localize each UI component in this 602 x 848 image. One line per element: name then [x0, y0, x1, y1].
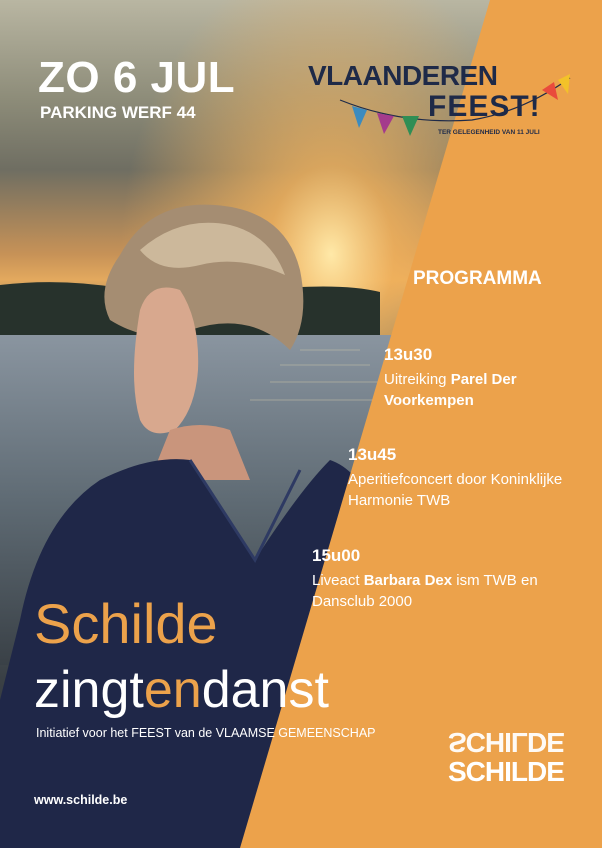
logo-line1: VLAANDEREN	[308, 60, 498, 91]
headline-zingtendanst	[34, 661, 329, 719]
initiatief-text: Initiatief voor het FEEST van de VLAAMSE GEMEENSCHAP	[36, 726, 376, 740]
headline-danst: danst	[201, 661, 329, 719]
programma-title: PROGRAMMA	[413, 268, 542, 289]
headline-zingt: zingt	[34, 661, 144, 719]
programma-time: 13u45	[348, 445, 397, 464]
programma-text: Uitreiking	[384, 371, 451, 388]
programma-item	[312, 545, 562, 612]
logo-line2: FEEST!	[428, 90, 541, 123]
event-venue: PARKING WERF 44	[40, 103, 196, 122]
programma-item	[384, 344, 574, 411]
programma-highlight: Barbara Dex	[363, 572, 453, 589]
programma-text: Aperitiefconcert door Koninklijke Harmonie TWB	[348, 471, 563, 509]
programma-highlight: Parel Der Voorkempen	[384, 371, 517, 409]
vlaanderen-feest-logo	[308, 56, 578, 146]
event-date: ZO 6 JUL	[38, 53, 236, 102]
schilde-logo	[444, 726, 564, 796]
website-link[interactable]: www.schilde.be	[34, 793, 128, 807]
programma-rest: ism TWB en Dansclub 2000	[312, 572, 538, 610]
headline-schilde: Schilde	[34, 592, 218, 655]
logo-tagline: TER GELEGENHEID VAN 11 JULI	[438, 129, 540, 136]
schilde-logo-mirrored: SCHILDE	[448, 727, 564, 758]
programma-text: Liveact	[312, 572, 364, 589]
programma-time: 13u30	[384, 345, 433, 364]
programma-time: 15u00	[312, 546, 361, 565]
schilde-logo-text: SCHILDE	[448, 756, 564, 787]
programma-item	[348, 444, 578, 511]
headline-en: en	[143, 661, 202, 719]
